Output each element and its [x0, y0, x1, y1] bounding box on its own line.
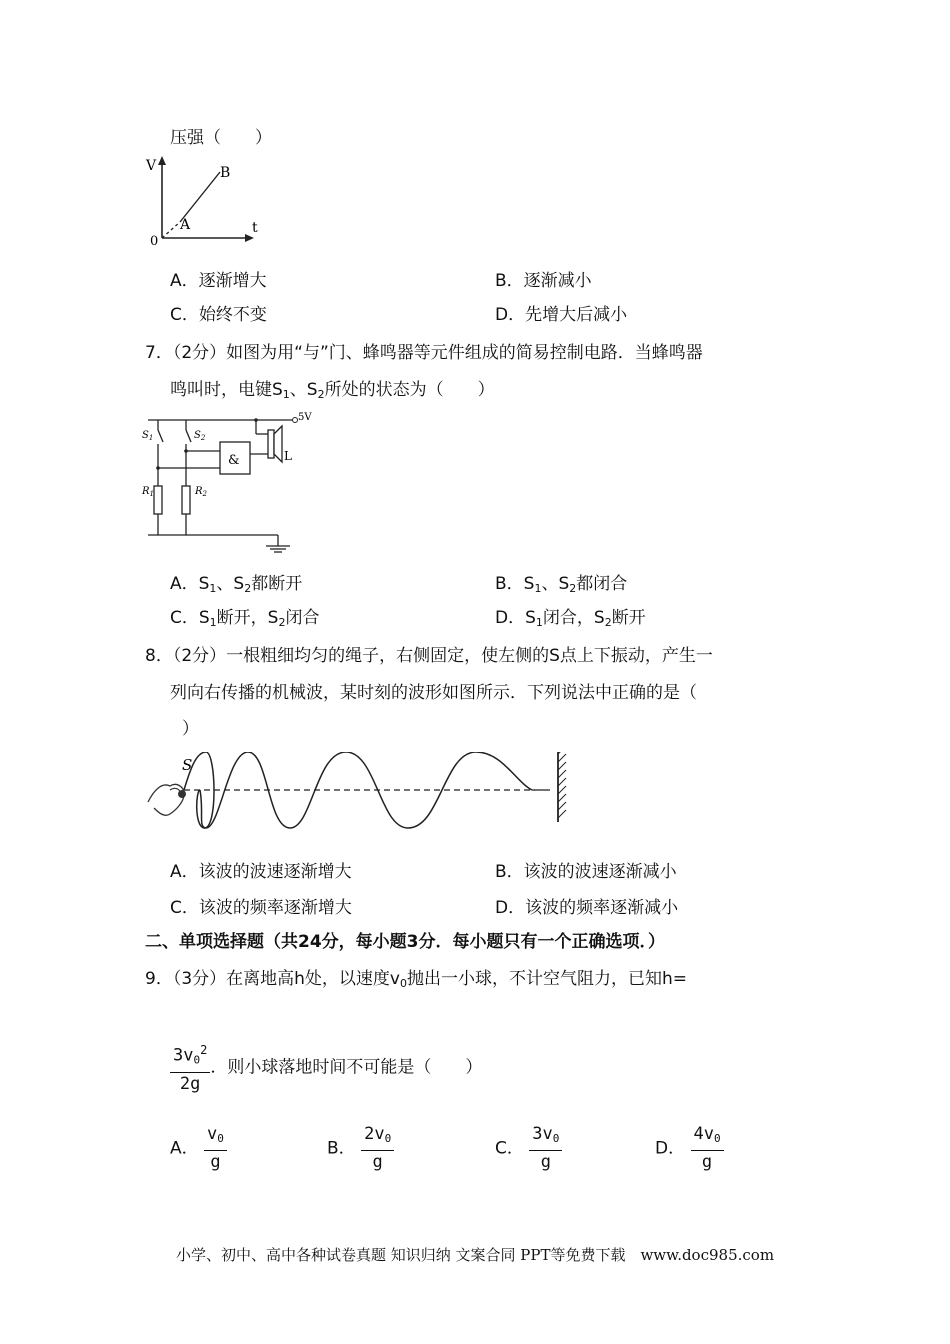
q6-vt-graph [140, 152, 270, 247]
q6-option-d[interactable]: D．先增大后减小 [495, 305, 628, 325]
q7-option-a[interactable]: A．$S_1$、$S_2$都断开 [170, 574, 303, 595]
graph-point-b: B [220, 165, 231, 181]
q8-option-a[interactable]: A．该波的波速逐渐增大 [170, 862, 352, 882]
graph-origin: 0 [150, 234, 159, 247]
page-footer: 小学、初中、高中各种试卷真题 知识归纳 文案合同 PPT等免费下载 www.doc985.com [175, 1246, 775, 1264]
q6-stem-tail: 压强（ ） [170, 128, 272, 148]
circuit-and-gate: & [228, 453, 240, 468]
q7-option-d[interactable]: D．$S_1$闭合，$S_2$断开 [495, 608, 646, 629]
q9-line1: 9．（3分）在离地高h处，以速度$v_0$抛出一小球，不计空气阻力，已知h= [145, 969, 687, 990]
circuit-r2: $R_2$ [195, 486, 207, 498]
q6-option-a[interactable]: A．逐渐增大 [170, 271, 267, 291]
circuit-supply-label: 5V [298, 412, 312, 423]
circuit-s2: $S_2$ [194, 430, 206, 442]
graph-point-a: A [180, 217, 191, 233]
q7-option-b[interactable]: B．$S_1$、$S_2$都闭合 [495, 574, 628, 595]
q8-line3: ） [182, 719, 199, 739]
q9-option-c[interactable]: C． $\frac{3v_0}{g}$ [495, 1124, 562, 1173]
wave-source-label: S [182, 756, 193, 774]
q7-option-c[interactable]: C．$S_1$断开，$S_2$闭合 [170, 608, 320, 629]
section2-heading: 二、单项选择题（共24分，每小题3分．每小题只有一个正确选项．） [145, 932, 665, 952]
circuit-r1: $R_1$ [142, 486, 154, 498]
graph-x-label: t [252, 220, 258, 236]
q9-formula-line: $\frac{3v_0^2}{2g}$ ．则小球落地时间不可能是（ ） [170, 1040, 482, 1095]
q6-option-b[interactable]: B．逐渐减小 [495, 271, 592, 291]
q6-option-c[interactable]: C．始终不变 [170, 305, 267, 325]
q8-option-b[interactable]: B．该波的波速逐渐减小 [495, 862, 677, 882]
q7-circuit-diagram [140, 408, 330, 556]
graph-y-label: V [146, 158, 157, 174]
q9-option-b[interactable]: B． $\frac{2v_0}{g}$ [327, 1124, 394, 1173]
q9-height-fraction: $\frac{3v_0^2}{2g}$ [170, 1040, 210, 1095]
q8-option-c[interactable]: C．该波的频率逐渐增大 [170, 898, 352, 918]
q8-wave-diagram [140, 752, 580, 832]
q9-option-d[interactable]: D． $\frac{4v_0}{g}$ [655, 1124, 724, 1173]
circuit-s1: $S_1$ [142, 430, 154, 442]
q8-option-d[interactable]: D．该波的频率逐渐减小 [495, 898, 679, 918]
circuit-buzzer-label: L [284, 449, 292, 463]
q7-line2: 鸣叫时，电键$S_1$、$S_2$所处的状态为（ ） [170, 380, 495, 401]
q9-option-a[interactable]: A． $\frac{v_0}{g}$ [170, 1124, 227, 1173]
q8-line2: 列向右传播的机械波，某时刻的波形如图所示．下列说法中正确的是（ [170, 683, 697, 703]
q8-line1: 8．（2分）一根粗细均匀的绳子，右侧固定，使左侧的S点上下振动，产生一 [145, 646, 713, 666]
q7-line1: 7．（2分）如图为用“与”门、蜂鸣器等元件组成的简易控制电路．当蜂鸣器 [145, 343, 703, 363]
